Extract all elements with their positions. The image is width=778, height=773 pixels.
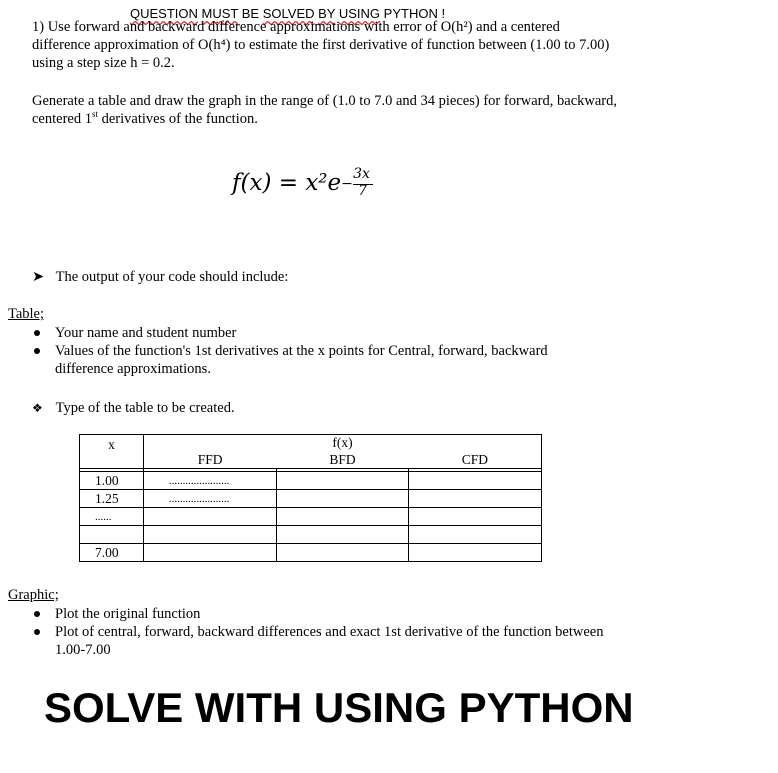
table-header-row	[80, 435, 542, 452]
table-row	[80, 490, 542, 508]
heading-word: SOLVED	[262, 6, 315, 21]
generate-line: Generate a table and draw the graph in the range of (1.0 to 7.0 and 34 pieces) for forward, backward,	[32, 93, 617, 109]
bullet-icon	[34, 629, 40, 635]
list-item: Plot the original function	[32, 605, 632, 623]
bullet-icon	[34, 611, 40, 617]
table-row	[80, 526, 542, 544]
heading-word: QUESTION	[130, 6, 198, 21]
heading-word: PYTHON !	[383, 6, 446, 21]
table-row	[80, 508, 542, 526]
header-ffd: FFD	[143, 451, 276, 469]
table-subheader-row	[80, 451, 542, 469]
diamond-bullet-icon: ❖	[32, 401, 43, 415]
formula-denominator: 7	[358, 183, 368, 199]
output-intro: ➤ The output of your code should include:	[32, 269, 289, 285]
list-item-continuation: 1.00-7.00	[55, 642, 111, 658]
heading-word: BY	[318, 6, 336, 21]
table-section-bullets	[32, 324, 632, 378]
header-fx: f(x)	[143, 435, 541, 452]
ffd-cell: ......................	[143, 490, 276, 508]
bullet-icon	[34, 330, 40, 336]
table-section-label: Table;	[8, 306, 45, 322]
header-bfd: BFD	[276, 451, 409, 469]
function-formula	[232, 166, 377, 200]
footer-instruction: SOLVE WITH USING PYTHON	[44, 684, 634, 731]
list-item: Plot of central, forward, backward differences and exact 1st derivative of the function between	[32, 623, 632, 641]
x-cell: 7.00	[80, 544, 144, 562]
x-cell: 1.25	[80, 490, 144, 508]
generate-line: centered 1st derivatives of the function.	[32, 109, 258, 127]
list-item-continuation: difference approximations.	[55, 361, 211, 377]
generate-paragraph	[32, 92, 652, 128]
question-line: 1) Use forward and backward difference approximations with error of O(h²) and a centered	[32, 19, 560, 35]
x-cell: ......	[80, 508, 144, 526]
arrow-bullet-icon: ➤	[32, 269, 45, 285]
graphic-section-label: Graphic;	[8, 587, 59, 603]
heading-word: USING	[338, 6, 381, 21]
formula-base: f(x) = x²e	[232, 170, 342, 196]
template-table	[79, 434, 542, 562]
question-paragraph	[32, 18, 632, 72]
ffd-cell: ......................	[143, 472, 276, 490]
list-item: Values of the function's 1st derivatives at the x points for Central, forward, backward	[32, 342, 632, 360]
formula-numerator: 3x	[353, 166, 370, 182]
table-row	[80, 544, 542, 562]
heading-word: MUST	[201, 6, 239, 21]
x-cell	[80, 526, 144, 544]
x-cell: 1.00	[80, 472, 144, 490]
bullet-icon	[34, 348, 40, 354]
header-cfd: CFD	[409, 451, 542, 469]
list-item: Your name and student number	[32, 324, 632, 342]
question-line: difference approximation of O(h⁴) to estimate the first derivative of function between (1.00 to 7.00)	[32, 37, 610, 53]
table-row	[80, 472, 542, 490]
question-line: using a step size h = 0.2.	[32, 55, 175, 71]
table-type-line: ❖ Type of the table to be created.	[32, 400, 235, 416]
header-x: x	[80, 435, 144, 469]
heading-word: BE	[241, 6, 260, 21]
graphic-section-bullets	[32, 605, 632, 659]
formula-minus: −	[341, 176, 353, 192]
